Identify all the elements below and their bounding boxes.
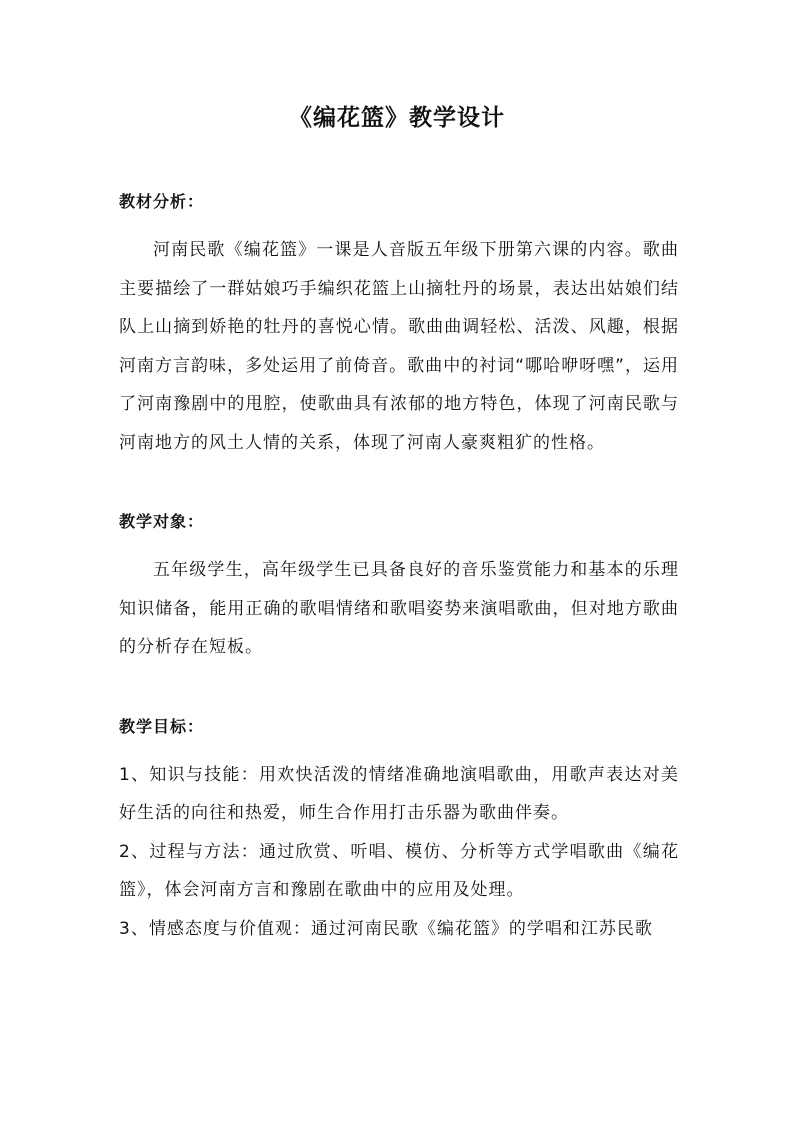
- objective-item-2: 2、过程与方法：通过欣赏、听唱、模仿、分析等方式学唱歌曲《编花篮》，体会河南方言和豫剧在歌曲中的应用及处理。: [119, 841, 679, 900]
- audience-paragraph: 五年级学生，高年级学生已具备良好的音乐鉴赏能力和基本的乐理知识储备，能用正确的歌唱情绪和歌唱姿势来演唱歌曲，但对地方歌曲的分析存在短板。: [119, 560, 679, 657]
- section-objectives: [119, 708, 679, 949]
- objective-item-1: 1、知识与技能：用欢快活泼的情绪准确地演唱歌曲，用歌声表达对美好生活的向往和热爱，师生合作用打击乐器为歌曲伴奏。: [119, 764, 679, 823]
- section-heading-objectives: 教学目标：: [119, 716, 205, 736]
- section-heading-audience: 教学对象：: [119, 512, 205, 531]
- section-audience: [119, 503, 679, 667]
- document-body: [119, 183, 679, 948]
- section-analysis: [119, 183, 679, 462]
- document-title: 《编花篮》教学设计: [289, 105, 505, 131]
- analysis-paragraph: 河南民歌《编花篮》一课是人音版五年级下册第六课的内容。歌曲主要描绘了一群姑娘巧手编织花篮上山摘牡丹的场景，表达出姑娘们结队上山摘到娇艳的牡丹的喜悦心情。歌曲曲调轻松、活泼、风趣，根据河南方言韵味，多处运用了前倚音。歌曲中的衬词“哪哈咿呀嘿”，运用了河南豫剧中的甩腔，使歌曲具有浓郁的地方特色，体现了河南民歌与河南地方的风土人情的关系，体现了河南人豪爽粗犷的性格。: [119, 240, 679, 453]
- section-heading-analysis: 教材分析：: [119, 192, 205, 211]
- objective-item-3: 3、情感态度与价值观：通过河南民歌《编花篮》的学唱和江苏民歌: [119, 918, 653, 939]
